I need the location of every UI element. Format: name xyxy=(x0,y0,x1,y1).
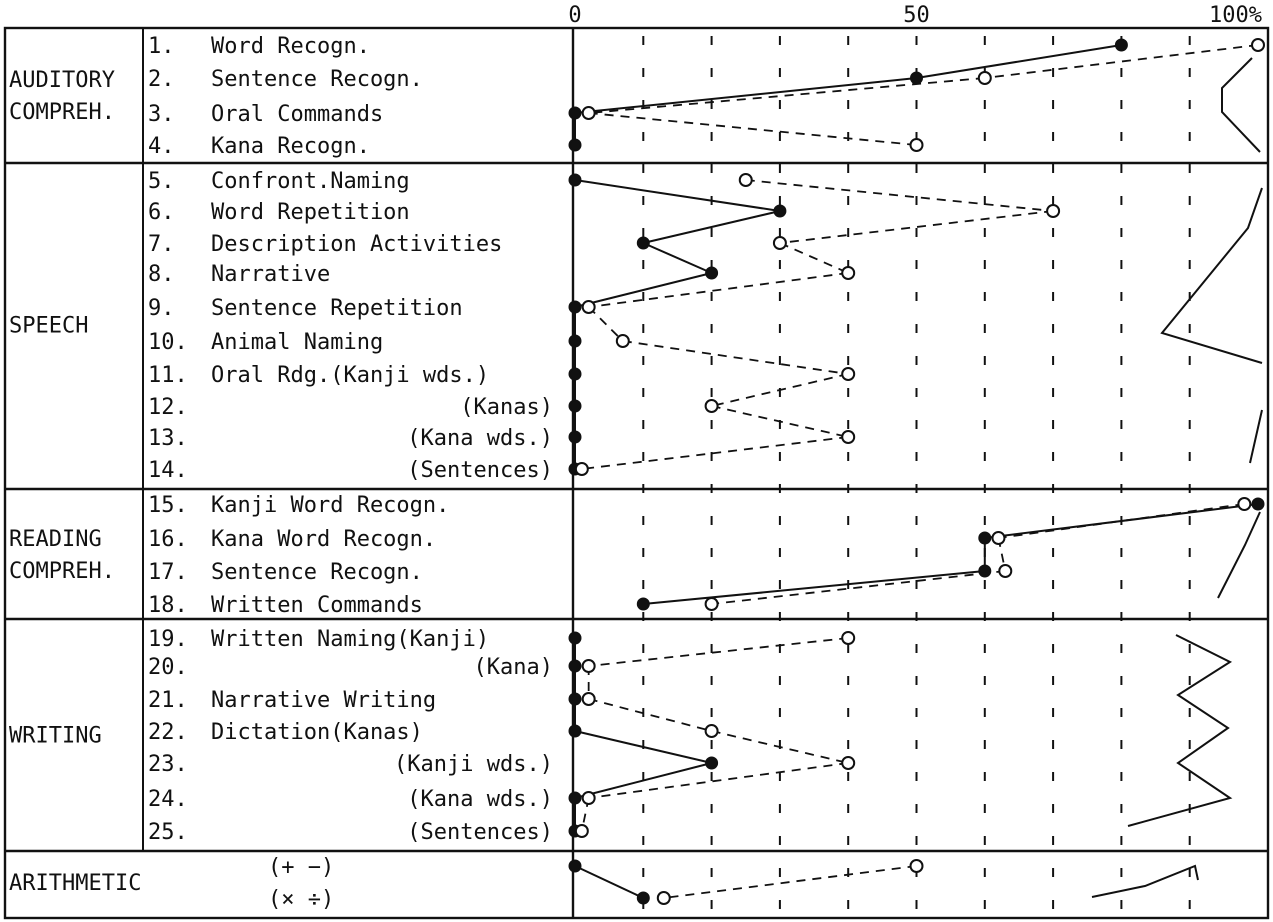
series-2-point xyxy=(617,335,629,347)
series-2-point xyxy=(583,301,595,313)
series-2-segment xyxy=(589,78,985,113)
hand-drawn-line xyxy=(1128,635,1230,826)
series-1-segment xyxy=(575,763,712,798)
item-number: 1. xyxy=(148,34,175,59)
series-2-point xyxy=(576,463,588,475)
item-label: Word Repetition xyxy=(211,200,410,225)
hand-drawn-line xyxy=(1222,58,1260,152)
series-1-point xyxy=(638,893,649,904)
series-1-point xyxy=(638,238,649,249)
series-1-point xyxy=(570,369,581,380)
item-label: Sentence Recogn. xyxy=(211,560,423,585)
series-1-point xyxy=(774,206,785,217)
series-2-segment xyxy=(589,113,917,145)
series-1-point xyxy=(1116,40,1127,51)
item-number: 8. xyxy=(148,262,175,287)
series-2-point xyxy=(842,632,854,644)
series-2-point xyxy=(842,431,854,443)
series-2-segment xyxy=(623,341,848,374)
item-label: Oral Commands xyxy=(211,102,384,127)
series-1-point xyxy=(570,694,581,705)
hand-drawn-line xyxy=(1092,866,1198,897)
item-label: (Kana wds.) xyxy=(407,787,553,812)
series-2-point xyxy=(774,237,786,249)
item-number: 21. xyxy=(148,688,188,713)
outer-frame xyxy=(5,28,1268,918)
series-2-point xyxy=(583,693,595,705)
series-2-segment xyxy=(780,243,848,273)
item-label: Sentence Repetition xyxy=(211,296,463,321)
item-number: 9. xyxy=(148,296,175,321)
item-number: 13. xyxy=(148,426,188,451)
series-2-point xyxy=(658,892,670,904)
group-label: SPEECH xyxy=(9,313,89,339)
series-1-point xyxy=(570,401,581,412)
item-number: 16. xyxy=(148,527,188,552)
item-label: (+ −) xyxy=(268,855,335,880)
item-label: Sentence Recogn. xyxy=(211,67,423,92)
series-2-segment xyxy=(712,731,849,763)
group-label: COMPREH. xyxy=(9,100,115,125)
item-number: 17. xyxy=(148,560,188,585)
item-number: 2. xyxy=(148,67,175,92)
item-label: (× ÷) xyxy=(268,887,335,912)
series-1-segment xyxy=(643,211,780,243)
item-label: Word Recogn. xyxy=(211,34,370,59)
item-number: 15. xyxy=(148,493,188,518)
series-1-point xyxy=(979,566,990,577)
series-1-segment xyxy=(643,571,985,604)
series-2-segment xyxy=(589,307,623,341)
series-2-segment xyxy=(589,699,712,731)
series-2-point xyxy=(706,400,718,412)
series-2-point xyxy=(740,174,752,186)
group-label: AUDITORY xyxy=(9,68,115,93)
item-number: 22. xyxy=(148,720,188,745)
series-2-segment xyxy=(712,571,1006,604)
series-1-point xyxy=(1253,499,1264,510)
series-2-point xyxy=(583,792,595,804)
item-number: 5. xyxy=(148,169,175,194)
group-label: WRITING xyxy=(9,723,102,749)
series-2-point xyxy=(583,107,595,119)
series-2-point xyxy=(999,565,1011,577)
series-1-point xyxy=(570,140,581,151)
group-label: READING xyxy=(9,527,102,552)
item-label: Narrative Writing xyxy=(211,688,437,713)
x-tick-label: 50 xyxy=(903,3,930,28)
series-2-segment xyxy=(712,406,849,437)
item-label: Kana Word Recogn. xyxy=(211,527,437,552)
hand-drawn-line xyxy=(1218,512,1260,598)
series-2-point xyxy=(979,72,991,84)
item-number: 11. xyxy=(148,363,188,388)
series-1-segment xyxy=(643,243,711,273)
series-2-segment xyxy=(589,638,849,666)
item-number: 14. xyxy=(148,458,188,483)
item-label: Animal Naming xyxy=(211,330,384,355)
series-1-point xyxy=(706,268,717,279)
series-2-segment xyxy=(664,866,917,898)
hand-drawn-line xyxy=(1250,410,1262,463)
series-1-point xyxy=(570,108,581,119)
series-1-segment xyxy=(575,731,712,763)
series-1-point xyxy=(570,661,581,672)
series-2-point xyxy=(842,368,854,380)
item-label: (Sentences) xyxy=(407,820,553,845)
series-1-point xyxy=(638,599,649,610)
series-2-point xyxy=(992,532,1004,544)
item-label: Written Naming(Kanji) xyxy=(211,627,490,652)
item-label: Written Commands xyxy=(211,593,423,618)
series-1-point xyxy=(570,175,581,186)
series-2-point xyxy=(576,825,588,837)
series-1-point xyxy=(706,758,717,769)
group-label: COMPREH. xyxy=(9,559,115,584)
series-2-point xyxy=(911,139,923,151)
item-label: (Kana wds.) xyxy=(407,426,553,451)
item-number: 10. xyxy=(148,330,188,355)
item-label: Kana Recogn. xyxy=(211,134,370,159)
series-2-point xyxy=(842,267,854,279)
series-2-segment xyxy=(589,273,849,307)
item-label: Confront.Naming xyxy=(211,169,410,194)
item-label: Oral Rdg.(Kanji wds.) xyxy=(211,363,490,388)
item-number: 24. xyxy=(148,787,188,812)
series-2-point xyxy=(706,598,718,610)
series-1-point xyxy=(570,793,581,804)
series-1-segment xyxy=(985,504,1258,538)
item-label: (Sentences) xyxy=(407,458,553,483)
series-2-segment xyxy=(780,211,1053,243)
item-label: Kanji Word Recogn. xyxy=(211,493,450,518)
item-label: (Kanji wds.) xyxy=(394,752,553,777)
series-2-point xyxy=(1047,205,1059,217)
x-tick-label: 0 xyxy=(568,3,582,28)
group-label: ARITHMETIC xyxy=(9,871,142,896)
item-number: 7. xyxy=(148,232,175,257)
series-2-point xyxy=(583,660,595,672)
series-2-point xyxy=(842,757,854,769)
x-tick-label: 100% xyxy=(1209,3,1262,28)
item-number: 3. xyxy=(148,102,175,127)
series-2-segment xyxy=(712,374,849,406)
series-1-point xyxy=(570,302,581,313)
series-2-point xyxy=(1238,498,1250,510)
series-1-segment xyxy=(575,866,643,898)
series-1-point xyxy=(570,432,581,443)
item-number: 12. xyxy=(148,395,188,420)
item-number: 19. xyxy=(148,627,188,652)
series-1-point xyxy=(570,633,581,644)
item-number: 18. xyxy=(148,593,188,618)
series-1-segment xyxy=(575,273,712,307)
item-label: (Kanas) xyxy=(460,395,553,420)
series-2-segment xyxy=(582,437,848,469)
series-1-point xyxy=(570,861,581,872)
series-2-segment xyxy=(589,763,849,798)
item-label: (Kana) xyxy=(473,655,553,680)
item-label: Description Activities xyxy=(211,232,503,257)
series-1-point xyxy=(979,533,990,544)
item-label: Dictation(Kanas) xyxy=(211,720,423,745)
series-1-point xyxy=(911,73,922,84)
series-1-segment xyxy=(575,78,917,113)
item-number: 6. xyxy=(148,200,175,225)
series-2-point xyxy=(706,725,718,737)
item-number: 20. xyxy=(148,655,188,680)
series-2-point xyxy=(911,860,923,872)
item-number: 25. xyxy=(148,820,188,845)
hand-drawn-line xyxy=(1162,188,1262,363)
item-number: 23. xyxy=(148,752,188,777)
series-1-point xyxy=(570,336,581,347)
item-number: 4. xyxy=(148,134,175,159)
item-label: Narrative xyxy=(211,262,331,287)
series-2-point xyxy=(1252,39,1264,51)
series-2-segment xyxy=(746,180,1053,211)
series-1-point xyxy=(570,726,581,737)
